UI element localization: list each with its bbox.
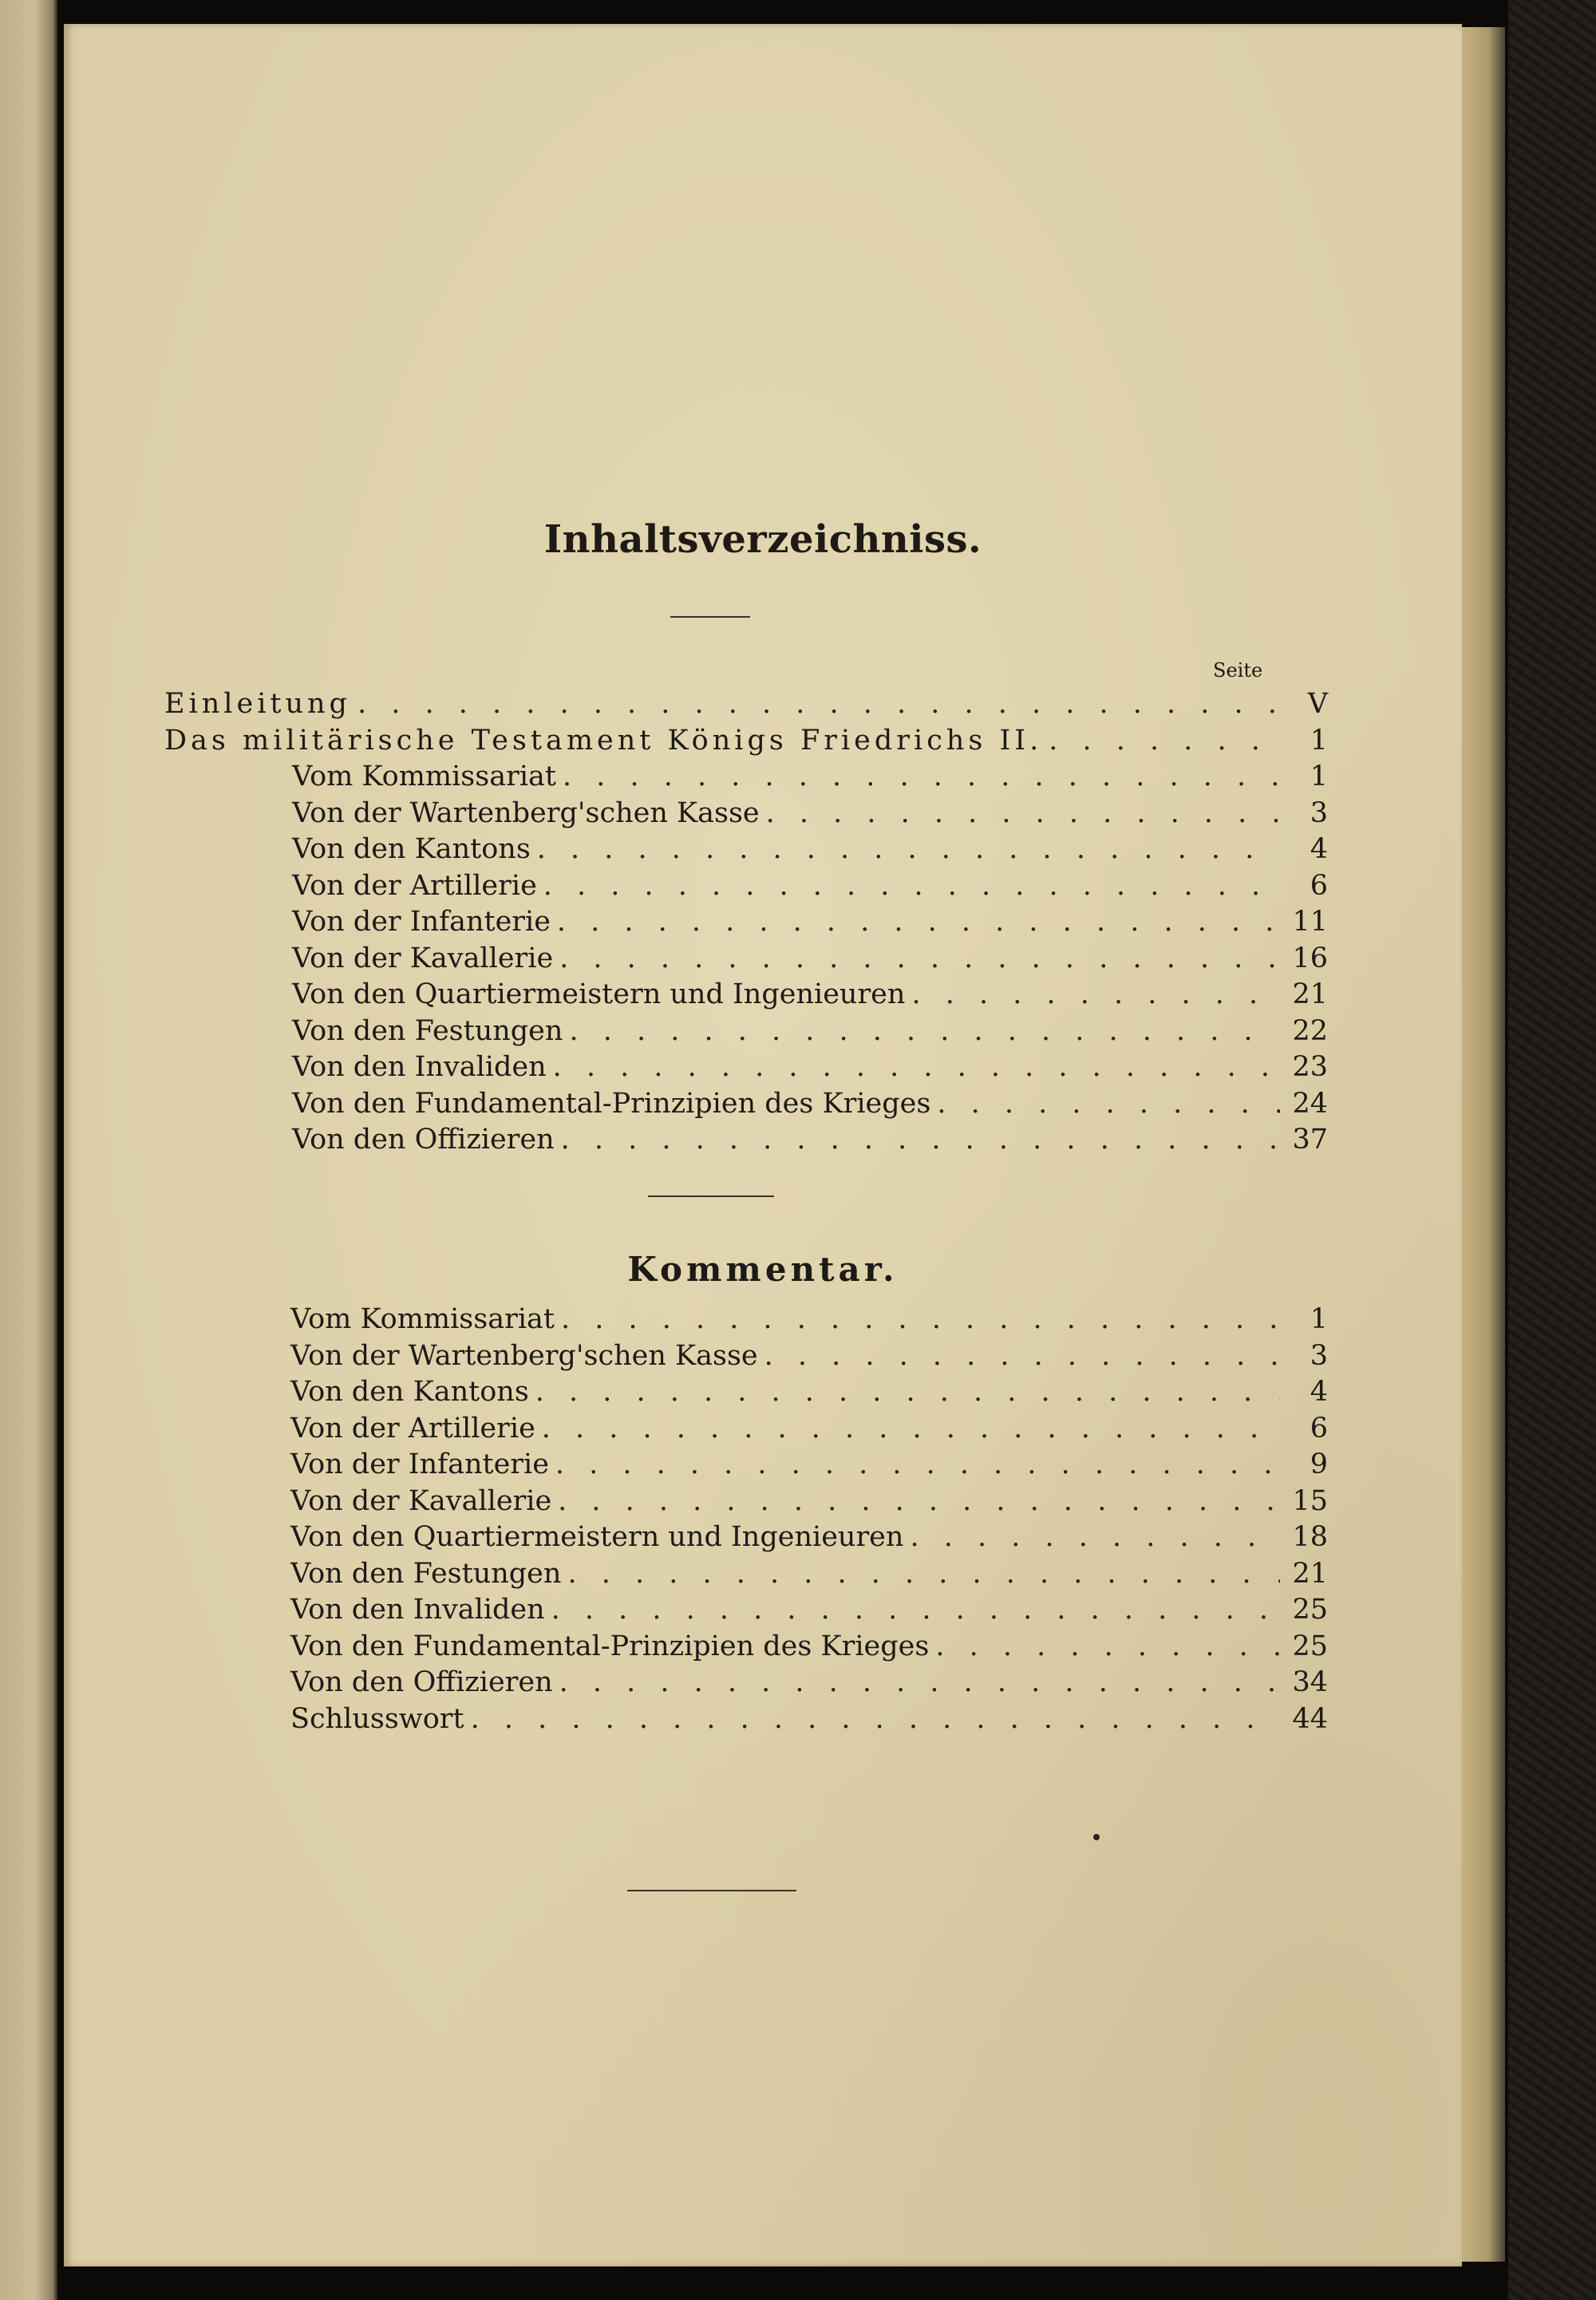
- toc-entry-label: Von den Offizieren: [292, 1124, 555, 1156]
- toc-entry-label: Von den Fundamental-Prinzipien des Krieges: [290, 1630, 930, 1662]
- testament-sections-list: [64, 759, 1462, 1159]
- toc-entry-page: 21: [1292, 1557, 1328, 1590]
- toc-entry[interactable]: [64, 832, 1462, 868]
- kommentar-heading: Kommentar.: [627, 1250, 899, 1289]
- toc-entry-label: Das militärische Testament Königs Friedrichs II.: [164, 724, 1043, 757]
- toc-entry[interactable]: [64, 1374, 1462, 1411]
- toc-entry-label: Von der Kavallerie: [290, 1484, 552, 1517]
- toc-entry-label: Von den Invaliden: [292, 1051, 547, 1083]
- toc-leader-dots: [567, 1556, 1280, 1593]
- toc-entry-label: Von der Artillerie: [292, 869, 537, 902]
- toc-entry-label: Schlusswort: [290, 1702, 464, 1735]
- toc-leader-dots: [935, 1629, 1280, 1666]
- toc-leader-dots: [559, 1665, 1280, 1701]
- toc-entry[interactable]: [64, 1629, 1462, 1666]
- toc-entry-page: 15: [1292, 1484, 1328, 1517]
- contents-page: [64, 24, 1462, 2266]
- toc-leader-dots: [555, 1447, 1280, 1484]
- toc-leader-dots: [543, 868, 1280, 905]
- main-entries-list: [64, 686, 1462, 759]
- toc-entry-page: 11: [1292, 906, 1328, 938]
- toc-entry[interactable]: [64, 1302, 1462, 1338]
- toc-entry-page: 24: [1292, 1087, 1328, 1120]
- toc-entry[interactable]: [64, 759, 1462, 796]
- toc-entry[interactable]: [64, 1338, 1462, 1375]
- toc-entry[interactable]: [64, 1484, 1462, 1520]
- toc-entry[interactable]: [64, 977, 1462, 1014]
- toc-leader-dots: [557, 904, 1280, 941]
- toc-entry-page: 44: [1292, 1702, 1328, 1735]
- toc-entry[interactable]: [64, 868, 1462, 905]
- toc-leader-dots: [558, 1484, 1280, 1520]
- toc-leader-dots: [563, 759, 1280, 796]
- toc-entry-page: 25: [1292, 1630, 1328, 1662]
- toc-entry-page: 1: [1310, 1303, 1328, 1335]
- toc-entry-label: Von der Artillerie: [290, 1412, 535, 1444]
- toc-entry-label: Von den Offizieren: [290, 1666, 553, 1698]
- toc-entry-label: Vom Kommissariat: [292, 761, 556, 792]
- toc-entry-page: 4: [1310, 833, 1328, 865]
- toc-entry[interactable]: [64, 1086, 1462, 1123]
- toc-entry-page: 34: [1292, 1666, 1328, 1698]
- toc-entry-label: Von den Festungen: [290, 1557, 562, 1590]
- toc-entry-page: 16: [1292, 942, 1328, 974]
- section-divider: [648, 1195, 774, 1197]
- toc-entry[interactable]: [64, 1122, 1462, 1159]
- toc-entry[interactable]: [64, 1665, 1462, 1701]
- toc-entry[interactable]: [64, 796, 1462, 832]
- toc-entry[interactable]: [64, 1556, 1462, 1593]
- toc-entry[interactable]: [64, 941, 1462, 978]
- toc-leader-dots: [537, 832, 1280, 868]
- toc-leader-dots: [766, 796, 1280, 832]
- toc-entry-page: 18: [1292, 1521, 1328, 1553]
- toc-entry-label: Von der Infanterie: [290, 1448, 549, 1480]
- toc-entry[interactable]: [64, 1520, 1462, 1556]
- previous-page-edge: [0, 0, 57, 2300]
- toc-entry-page: 4: [1310, 1376, 1328, 1408]
- toc-leader-dots: [358, 686, 1280, 723]
- toc-entry-page: 6: [1310, 869, 1328, 902]
- toc-entry-page: 9: [1310, 1448, 1328, 1480]
- toc-entry-label: Von den Kantons: [292, 833, 531, 865]
- toc-leader-dots: [559, 941, 1280, 978]
- toc-leader-dots: [561, 1302, 1280, 1338]
- toc-entry[interactable]: [64, 1592, 1462, 1629]
- toc-leader-dots: [535, 1374, 1280, 1411]
- toc-entry-page: 22: [1292, 1014, 1328, 1047]
- toc-entry-page: 23: [1292, 1051, 1328, 1083]
- toc-leader-dots: [1049, 723, 1280, 760]
- toc-leader-dots: [910, 1520, 1280, 1556]
- toc-entry[interactable]: [64, 1447, 1462, 1484]
- toc-entry-label: Von der Wartenberg'schen Kasse: [290, 1339, 758, 1372]
- toc-entry[interactable]: [64, 723, 1462, 760]
- toc-leader-dots: [937, 1086, 1280, 1123]
- toc-entry-page: 21: [1292, 978, 1328, 1010]
- toc-entry-label: Von der Wartenberg'schen Kasse: [292, 796, 760, 829]
- toc-entry-page: 3: [1310, 796, 1328, 829]
- toc-entry[interactable]: [64, 1049, 1462, 1086]
- toc-entry-label: Von den Invaliden: [290, 1594, 545, 1626]
- toc-entry-label: Von den Kantons: [290, 1376, 529, 1408]
- page-title: Inhaltsverzeichniss.: [543, 517, 982, 562]
- seite-column-label: Seite: [1213, 659, 1263, 682]
- toc-entry-page: 37: [1292, 1124, 1328, 1156]
- toc-leader-dots: [551, 1592, 1280, 1629]
- end-divider: [627, 1890, 796, 1891]
- toc-leader-dots: [561, 1122, 1280, 1159]
- toc-leader-dots: [764, 1338, 1280, 1375]
- ink-speck: [1093, 1834, 1100, 1840]
- toc-entry-label: Von den Quartiermeistern und Ingenieuren: [290, 1521, 904, 1553]
- toc-entry[interactable]: [64, 1411, 1462, 1448]
- toc-entry-page: 1: [1310, 724, 1328, 757]
- toc-entry-label: Von der Infanterie: [292, 906, 551, 938]
- toc-entry[interactable]: [64, 686, 1462, 723]
- toc-entry-label: Vom Kommissariat: [290, 1303, 555, 1335]
- toc-leader-dots: [542, 1411, 1280, 1448]
- toc-entry-page: 6: [1310, 1412, 1328, 1444]
- toc-entry[interactable]: [64, 1701, 1462, 1738]
- title-divider: [670, 616, 750, 618]
- toc-entry-label: Einleitung: [164, 688, 351, 720]
- toc-leader-dots: [911, 977, 1280, 1014]
- toc-entry-label: Von den Fundamental-Prinzipien des Krieges: [292, 1087, 931, 1120]
- toc-entry[interactable]: [64, 904, 1462, 941]
- toc-leader-dots: [569, 1014, 1280, 1050]
- toc-entry-page: 3: [1310, 1339, 1328, 1372]
- toc-leader-dots: [471, 1701, 1280, 1738]
- toc-entry[interactable]: [64, 1014, 1462, 1050]
- toc-entry-label: Von den Festungen: [292, 1014, 563, 1047]
- toc-entry-page: 1: [1310, 761, 1328, 792]
- toc-entry-page: V: [1307, 688, 1328, 720]
- book-cover-binding: [1508, 0, 1596, 2300]
- toc-entry-page: 25: [1292, 1594, 1328, 1626]
- toc-leader-dots: [553, 1049, 1280, 1086]
- toc-entry-label: Von der Kavallerie: [292, 942, 554, 974]
- kommentar-sections-list: [64, 1302, 1462, 1737]
- toc-entry-label: Von den Quartiermeistern und Ingenieuren: [292, 978, 906, 1010]
